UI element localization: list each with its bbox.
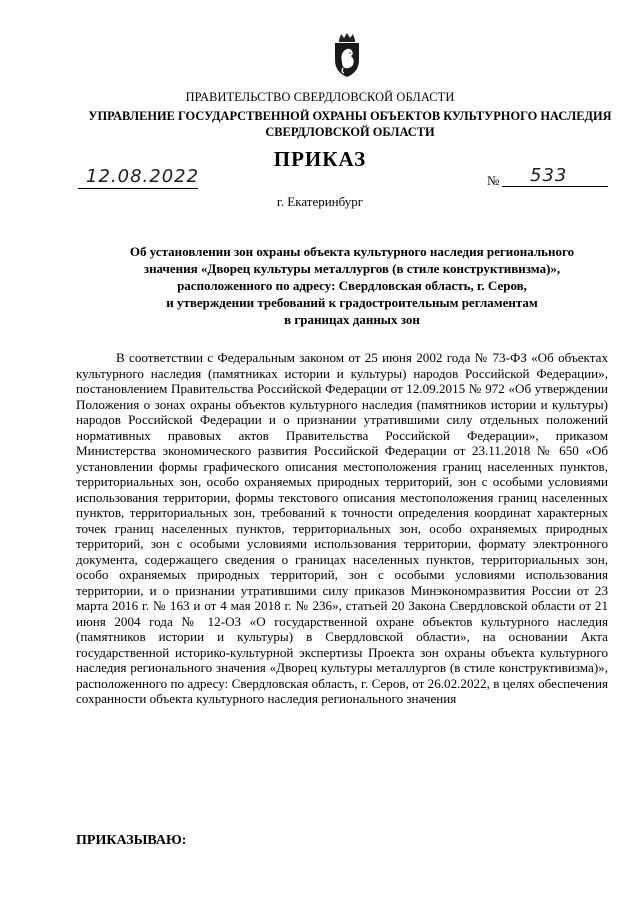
body-paragraph: В соответствии с Федеральным законом от 25 июня 2002 года № 73-ФЗ «Об объектах культурного наследия (памятниках истории и культуры) народов Российской Федерации», постановлением Правительства Российской Федерации от 12.09.2015 № 972 «Об утверждении Положения о зонах охраны объектов культурного наследия (памятников истории и культуры) народов Российской Федерации и о признании утратившими силу отдельных положений нормативных правовых актов Правительства Российской Федерации», приказом Министерства экономического развития Российской Федерации от 23.11.2018 № 650 «Об установлении формы графического описания местоположения границ населенных пунктов, территориальных зон, особо охраняемых природных территорий, зон с особыми условиями использования территории, формы текстового описания местоположения границ населенных пунктов, территориальных зон, требований к точности определения координат характерных точек границ населенных пунктов, территориальных зон, особо охраняемых природных территорий, зон с особыми условиями использования территории, формату электронного документа, содержащего сведения о границах населенных пунктов, территориальных зон, особо охраняемых природных территорий, зон с особыми условиями использования территории, и о признании утратившими силу приказов Минэкономразвития России от 23 марта 2016 г. № 163 и от 4 мая 2018 г. № 236», статьей 20 Закона Свердловской области от 21 июня 2004 года № 12-ОЗ «О государственной охране объектов культурного наследия (памятников истории и культуры) в Свердловской области», на основании Акта государственной историко-культурной экспертизы Проекта зон охраны объекта культурного наследия регионального значения «Дворец культуры металлургов (в стиле конструктивизма)», расположенного по адресу: Свердловская область, г. Серов, от 26.02.2022, в целях обеспечения сохранности объекта культурного наследия регионального значения xyxy=(76,350,608,706)
title-line: Об установлении зон охраны объекта культурного наследия регионального xyxy=(129,244,575,259)
handwritten-date: 12.08.2022 xyxy=(86,166,200,187)
document-type: ПРИКАЗ xyxy=(273,147,367,171)
title-line: в границах данных зон xyxy=(284,312,420,327)
title-line: и утверждении требований к градостроительным регламентам xyxy=(166,295,538,310)
government-name: ПРАВИТЕЛЬСТВО СВЕРДЛОВСКОЙ ОБЛАСТИ xyxy=(185,90,455,104)
department-line: УПРАВЛЕНИЕ ГОСУДАРСТВЕННОЙ ОХРАНЫ ОБЪЕКТОВ КУЛЬТУРНОГО НАСЛЕДИЯ xyxy=(88,109,612,123)
number-underline xyxy=(502,186,608,187)
title-line: значения «Дворец культуры металлургов (в стиле конструктивизма)», xyxy=(143,261,561,276)
department-name xyxy=(60,108,640,140)
handwritten-number: 533 xyxy=(530,165,568,186)
coat-of-arms-icon xyxy=(330,32,364,78)
city: г. Екатеринбург xyxy=(276,194,364,209)
title-line: расположенного по адресу: Свердловская область, г. Серов, xyxy=(177,278,527,293)
department-line: СВЕРДЛОВСКОЙ ОБЛАСТИ xyxy=(265,125,435,139)
date-underline xyxy=(78,188,198,189)
order-word: ПРИКАЗЫВАЮ: xyxy=(76,833,187,848)
document-title xyxy=(72,243,632,328)
number-label: № xyxy=(487,173,500,188)
